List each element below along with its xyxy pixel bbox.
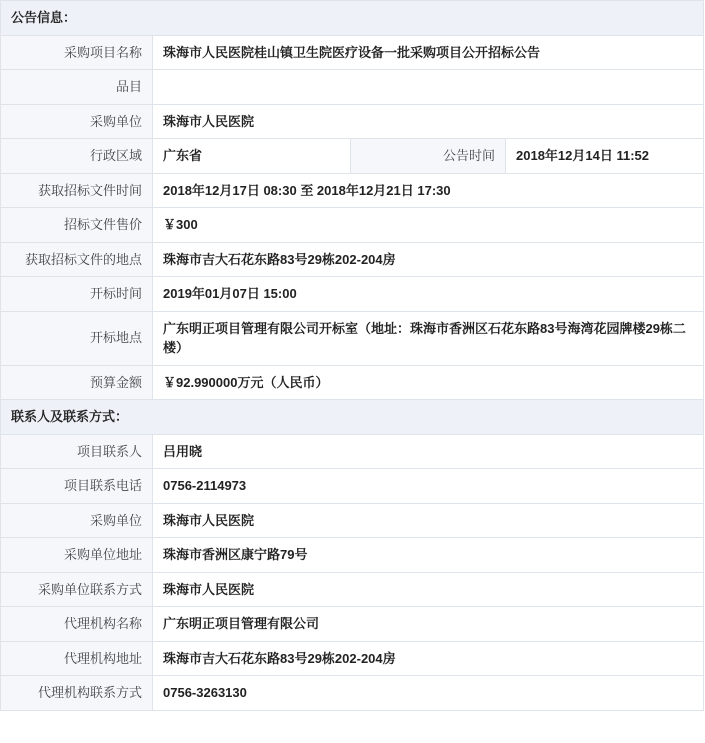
publish-time-label: 公告时间 <box>351 139 506 174</box>
table-row <box>1 469 704 504</box>
project-name-label: 采购项目名称 <box>1 35 153 70</box>
table-row <box>1 365 704 400</box>
table-row <box>1 434 704 469</box>
table-row <box>1 277 704 312</box>
table-row <box>1 572 704 607</box>
table-row <box>1 676 704 711</box>
item-label: 品目 <box>1 70 153 105</box>
contact-person-label: 项目联系人 <box>1 434 153 469</box>
contact-person-value: 吕用晓 <box>153 434 704 469</box>
budget-label: 预算金额 <box>1 365 153 400</box>
table-row <box>1 139 704 174</box>
table-row <box>1 538 704 573</box>
contact-purchaser-address-value: 珠海市香洲区康宁路79号 <box>153 538 704 573</box>
open-place-label: 开标地点 <box>1 311 153 365</box>
agency-address-value: 珠海市吉大石花东路83号29栋202-204房 <box>153 641 704 676</box>
contact-purchaser-label: 采购单位 <box>1 503 153 538</box>
table-row <box>1 35 704 70</box>
agency-contact-label: 代理机构联系方式 <box>1 676 153 711</box>
doc-price-label: 招标文件售价 <box>1 208 153 243</box>
table-row <box>1 208 704 243</box>
table-row <box>1 70 704 105</box>
budget-value: ￥92.990000万元（人民币） <box>153 365 704 400</box>
section-header-row <box>1 400 704 435</box>
doc-place-label: 获取招标文件的地点 <box>1 242 153 277</box>
agency-name-label: 代理机构名称 <box>1 607 153 642</box>
contact-purchaser-address-label: 采购单位地址 <box>1 538 153 573</box>
agency-address-label: 代理机构地址 <box>1 641 153 676</box>
doc-place-value: 珠海市吉大石花东路83号29栋202-204房 <box>153 242 704 277</box>
doc-price-value: ￥300 <box>153 208 704 243</box>
region-value: 广东省 <box>153 139 351 174</box>
agency-name-value: 广东明正项目管理有限公司 <box>153 607 704 642</box>
table-row <box>1 641 704 676</box>
doc-time-value: 2018年12月17日 08:30 至 2018年12月21日 17:30 <box>153 173 704 208</box>
table-row <box>1 104 704 139</box>
contact-phone-label: 项目联系电话 <box>1 469 153 504</box>
contact-purchaser-contact-label: 采购单位联系方式 <box>1 572 153 607</box>
table-row <box>1 242 704 277</box>
agency-contact-value: 0756-3263130 <box>153 676 704 711</box>
open-time-label: 开标时间 <box>1 277 153 312</box>
region-label: 行政区域 <box>1 139 153 174</box>
table-row <box>1 607 704 642</box>
open-place-value: 广东明正项目管理有限公司开标室（地址：珠海市香洲区石花东路83号海湾花园牌楼29栋二楼） <box>153 311 704 365</box>
project-name-value: 珠海市人民医院桂山镇卫生院医疗设备一批采购项目公开招标公告 <box>153 35 704 70</box>
contact-purchaser-value: 珠海市人民医院 <box>153 503 704 538</box>
item-value <box>153 70 704 105</box>
publish-time-value: 2018年12月14日 11:52 <box>506 139 704 174</box>
announcement-section-title: 公告信息： <box>1 1 704 36</box>
open-time-value: 2019年01月07日 15:00 <box>153 277 704 312</box>
table-row <box>1 311 704 365</box>
section-header-row <box>1 1 704 36</box>
doc-time-label: 获取招标文件时间 <box>1 173 153 208</box>
purchaser-label: 采购单位 <box>1 104 153 139</box>
purchaser-value: 珠海市人民医院 <box>153 104 704 139</box>
contact-phone-value: 0756-2114973 <box>153 469 704 504</box>
contact-purchaser-contact-value: 珠海市人民医院 <box>153 572 704 607</box>
table-row <box>1 503 704 538</box>
contact-section-title: 联系人及联系方式： <box>1 400 704 435</box>
table-row <box>1 173 704 208</box>
